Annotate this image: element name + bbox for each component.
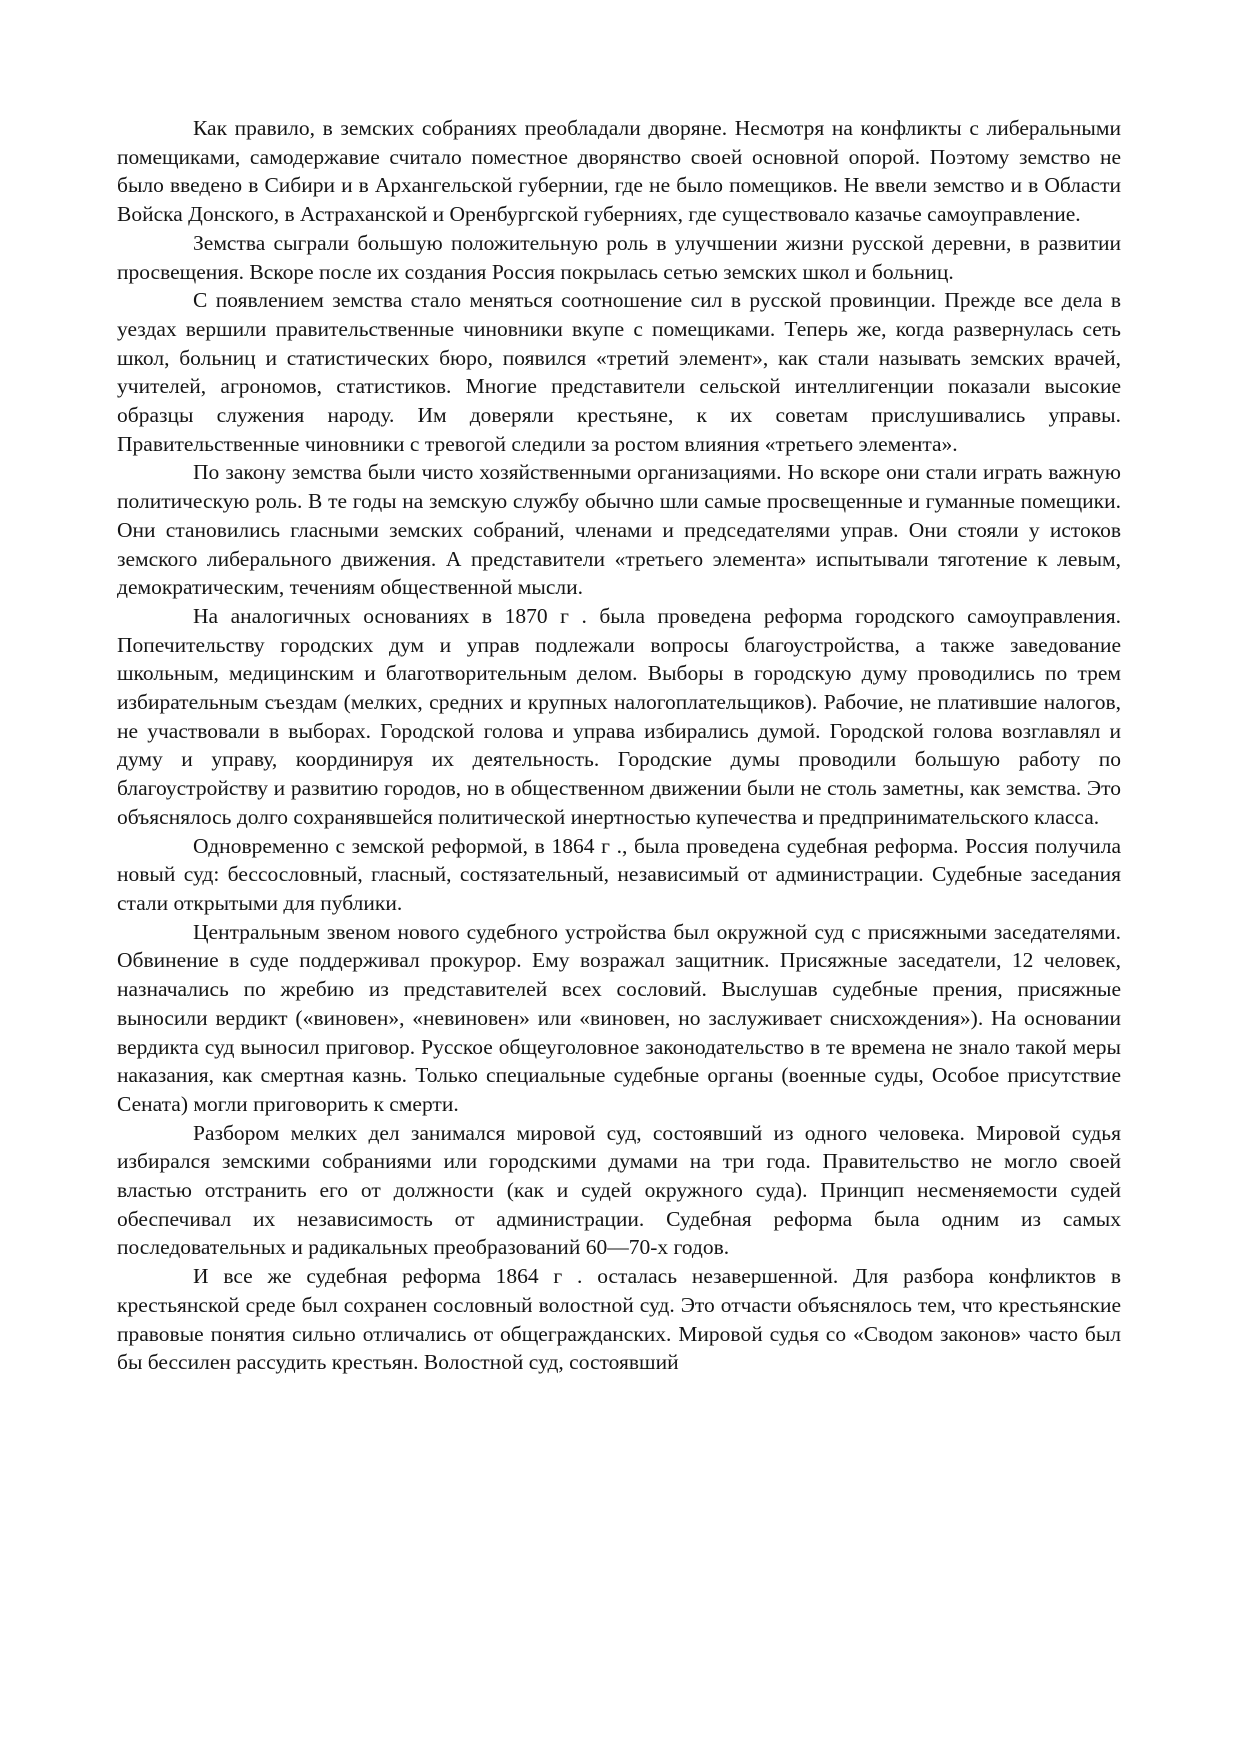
paragraph: Центральным звеном нового судебного устройства был окружной суд с присяжными заседателями. Обвинение в суде поддерживал прокурор. Ему возражал защитник. Присяжные заседатели, 12 человек, назначались по жребию из представителей всех сословий. Выслушав судебные прения, присяжные выносили вердикт («виновен», «невиновен» или «виновен, но заслуживает снисхождения»). На основании вердикта суд выносил приговор. Русское общеуголовное законодательство в те времена не знало такой меры наказания, как смертная казнь. Только специальные судебные органы (военные суды, Особое присутствие Сената) могли приговорить к смерти. bbox=[117, 919, 1121, 1116]
paragraph: Одновременно с земской реформой, в 1864 г ., была проведена судебная реформа. Россия получила новый суд: бессословный, гласный, состязательный, независимый от администрации. Судебные заседания стали открытыми для публики. bbox=[117, 833, 1121, 915]
document-page bbox=[117, 114, 1121, 1377]
paragraph: По закону земства были чисто хозяйственными организациями. Но вскоре они стали играть важную политическую роль. В те годы на земскую службу обычно шли самые просвещенные и гуманные помещики. Они становились гласными земских собраний, членами и председателями управ. Они стояли у истоков земского либерального движения. А представители «третьего элемента» испытывали тяготение к левым, демократическим, течениям общественной мысли. bbox=[117, 460, 1121, 600]
paragraph: Разбором мелких дел занимался мировой суд, состоявший из одного человека. Мировой судья избирался земскими собраниями или городскими думами на три года. Правительство не могло своей властью отстранить его от должности (как и судей окружного суда). Принцип несменяемости судей обеспечивал их независимость от администрации. Судебная реформа была одним из самых последовательных и радикальных преобразований 60—70-х годов. bbox=[117, 1120, 1121, 1260]
paragraph: С появлением земства стало меняться соотношение сил в русской провинции. Прежде все дела в уездах вершили правительственные чиновники вкупе с помещиками. Теперь же, когда развернулась сеть школ, больниц и статистических бюро, появился «третий элемент», как стали называть земских врачей, учителей, агрономов, статистиков. Многие представители сельской интеллигенции показали высокие образцы служения народу. Им доверяли крестьяне, к их советам прислушивались управы. Правительственные чиновники с тревогой следили за ростом влияния «третьего элемента». bbox=[117, 288, 1121, 456]
paragraph: Земства сыграли большую положительную роль в улучшении жизни русской деревни, в развитии просвещения. Вскоре после их создания Россия покрылась сетью земских школ и больниц. bbox=[117, 230, 1121, 284]
paragraph: На аналогичных основаниях в 1870 г . была проведена реформа городского самоуправления. Попечительству городских дум и управ подлежали вопросы благоустройства, а также заведование школьным, медицинским и благотворительным делом. Выборы в городскую думу проводились по трем избирательным съездам (мелких, средних и крупных налогоплательщиков). Рабочие, не платившие налогов, не участвовали в выборах. Городской голова и управа избирались думой. Городской голова возглавлял и думу и управу, координируя их деятельность. Городские думы проводили большую работу по благоустройству и развитию городов, но в общественном движении были не столь заметны, как земства. Это объяснялось долго сохранявшейся политической инертностью купечества и предпринимательского класса. bbox=[117, 603, 1121, 829]
paragraph: Как правило, в земских собраниях преобладали дворяне. Несмотря на конфликты с либеральными помещиками, самодержавие считало поместное дворянство своей основной опорой. Поэтому земство не было введено в Сибири и в Архангельской губернии, где не было помещиков. Не ввели земство и в Области Войска Донского, в Астраханской и Оренбургской губерниях, где существовало казачье самоуправление. bbox=[117, 116, 1121, 227]
paragraph: И все же судебная реформа 1864 г . осталась незавершенной. Для разбора конфликтов в крестьянской среде был сохранен сословный волостной суд. Это отчасти объяснялось тем, что крестьянские правовые понятия сильно отличались от общегражданских. Мировой судья со «Сводом законов» часто был бы бессилен рассудить крестьян. Волостной суд, состоявший bbox=[117, 1264, 1121, 1375]
